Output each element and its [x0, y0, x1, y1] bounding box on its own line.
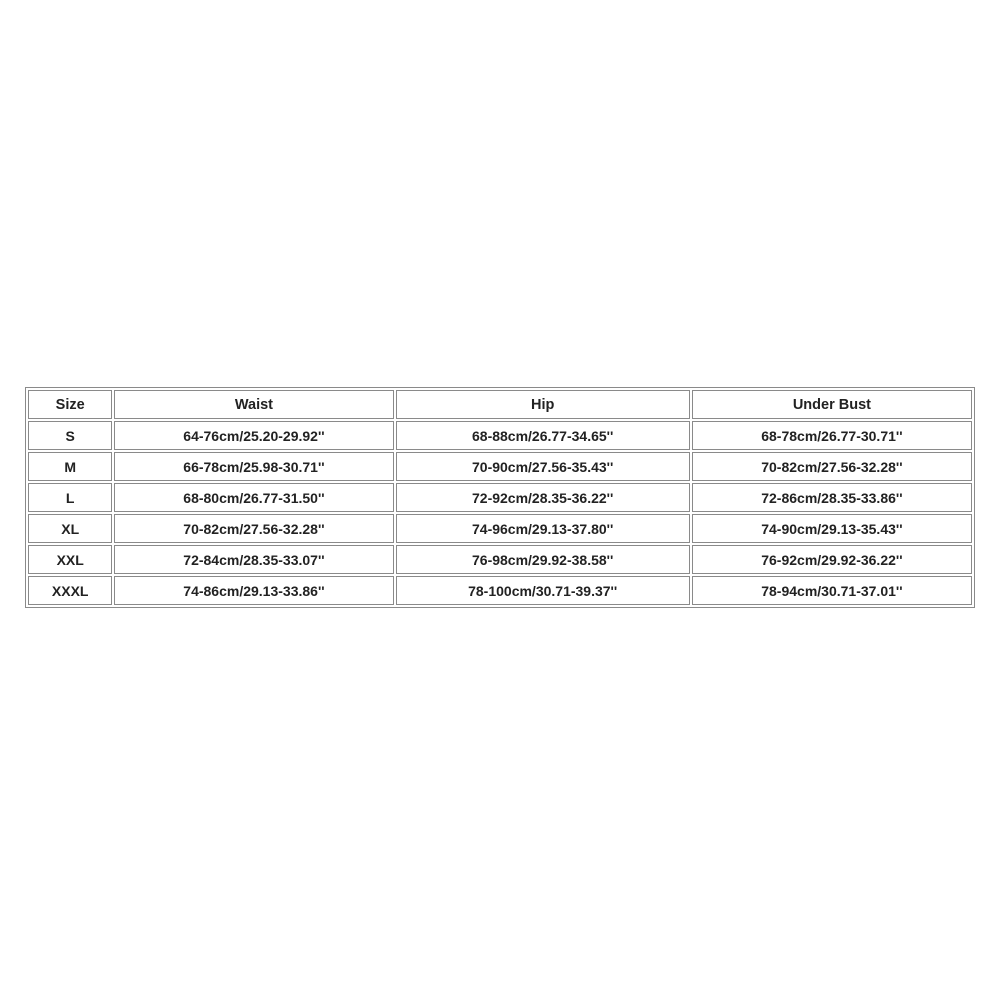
under-bust-cell: 74-90cm/29.13-35.43'' [692, 514, 972, 543]
table-row [28, 452, 972, 481]
hip-cell: 72-92cm/28.35-36.22'' [396, 483, 690, 512]
under-bust-cell: 72-86cm/28.35-33.86'' [692, 483, 972, 512]
table-row [28, 421, 972, 450]
hip-cell: 68-88cm/26.77-34.65'' [396, 421, 690, 450]
table-row [28, 576, 972, 605]
size-cell: XL [28, 514, 112, 543]
table-header-row [28, 390, 972, 419]
header-under-bust: Under Bust [692, 390, 972, 419]
size-cell: M [28, 452, 112, 481]
under-bust-cell: 78-94cm/30.71-37.01'' [692, 576, 972, 605]
under-bust-cell: 68-78cm/26.77-30.71'' [692, 421, 972, 450]
hip-cell: 76-98cm/29.92-38.58'' [396, 545, 690, 574]
under-bust-cell: 76-92cm/29.92-36.22'' [692, 545, 972, 574]
table-row [28, 483, 972, 512]
size-cell: XXXL [28, 576, 112, 605]
size-cell: L [28, 483, 112, 512]
size-cell: XXL [28, 545, 112, 574]
waist-cell: 70-82cm/27.56-32.28'' [114, 514, 393, 543]
waist-cell: 64-76cm/25.20-29.92'' [114, 421, 393, 450]
waist-cell: 68-80cm/26.77-31.50'' [114, 483, 393, 512]
table-row [28, 545, 972, 574]
size-chart-table [25, 387, 975, 608]
header-hip: Hip [396, 390, 690, 419]
under-bust-cell: 70-82cm/27.56-32.28'' [692, 452, 972, 481]
hip-cell: 74-96cm/29.13-37.80'' [396, 514, 690, 543]
hip-cell: 70-90cm/27.56-35.43'' [396, 452, 690, 481]
size-cell: S [28, 421, 112, 450]
header-waist: Waist [114, 390, 393, 419]
table-row [28, 514, 972, 543]
waist-cell: 72-84cm/28.35-33.07'' [114, 545, 393, 574]
hip-cell: 78-100cm/30.71-39.37'' [396, 576, 690, 605]
waist-cell: 74-86cm/29.13-33.86'' [114, 576, 393, 605]
header-size: Size [28, 390, 112, 419]
waist-cell: 66-78cm/25.98-30.71'' [114, 452, 393, 481]
